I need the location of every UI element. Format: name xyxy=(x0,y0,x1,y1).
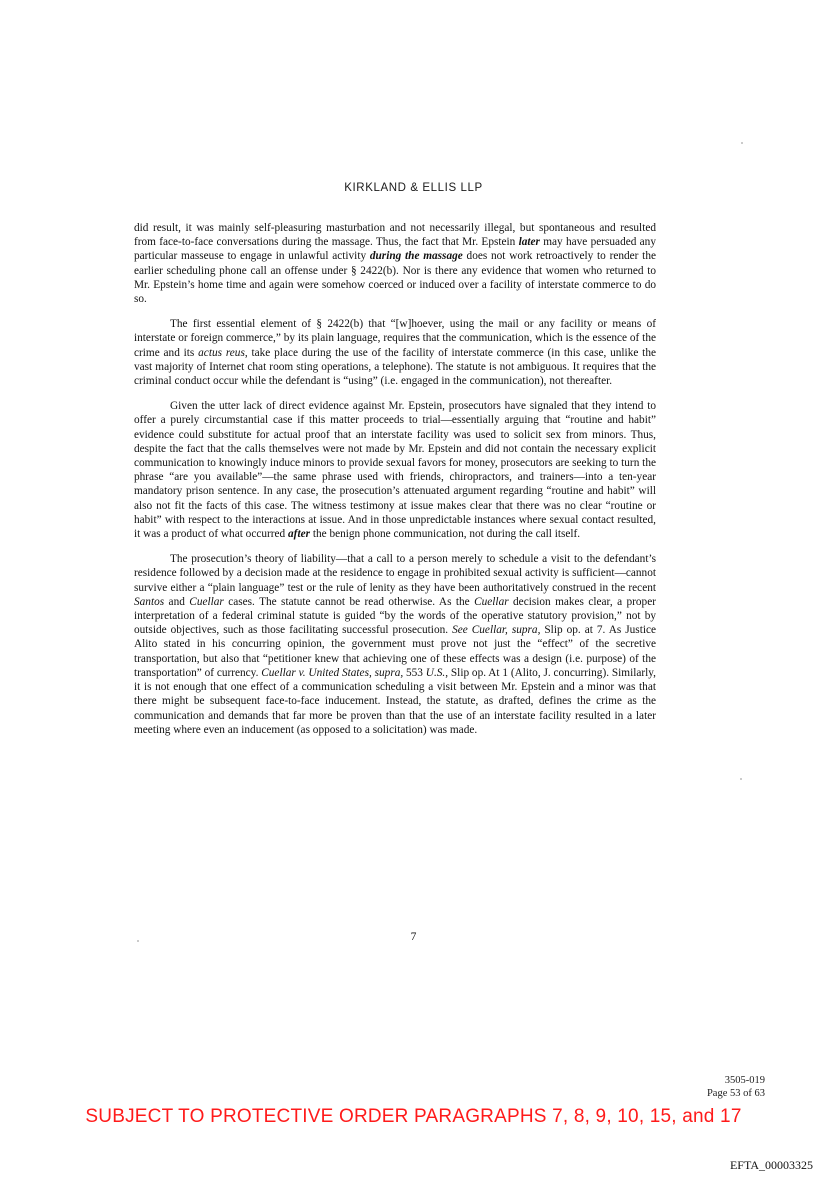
emphasized-text: later xyxy=(518,236,540,249)
emphasized-text: See Cuellar, supra, xyxy=(452,624,541,637)
emphasized-text: U.S. xyxy=(425,666,446,679)
paragraph-text: Slip op. at 7. As Justice Alito stated in his concurring opinion, the government must prove not just the “effect” of the secretive transportation, but also that “petitioner knew that achieving one of these effects was a design (i.e. purpose) of the transportation” of currency. xyxy=(134,624,657,679)
paragraph-text: and xyxy=(164,595,190,608)
page-number: 7 xyxy=(410,931,417,943)
body-paragraph xyxy=(134,399,656,541)
emphasized-text: after xyxy=(288,528,310,541)
paragraph-text: the benign phone communication, not during the call itself. xyxy=(310,528,581,541)
paragraph-text: Given the utter lack of direct evidence against Mr. Epstein, prosecutors have signaled that they intend to offer a purely circumstantial case if this matter proceeds to trial—essentially arguing that “routine and habit” evidence could substitute for actual proof that an interstate facility was used to solicit sex from minors. Thus, despite the fact that the calls themselves were not made by Mr. Epstein and did not contain the necessary explicit communication to knowingly induce minors to provide sexual favors for money, prosecutors are seeking to turn the phrase “are you available”—the same phrase used with friends, chiropractors, and trainers—into a ten-year mandatory prison sentence. In any case, the prosecution’s attenuated argument regarding “routine and habit” will also not fit the facts of this case. The witness testimony at issue makes clear that there was no clear “routine or habit” with respect to the interactions at issue. And in those unpredictable instances where sexual contact resulted, it was a product of what occurred xyxy=(134,400,656,541)
paragraph-text: does not work retroactively to render the earlier scheduling phone call an offense under § 2422(b). Nor is there any evidence that women who returned to Mr. Epstein’s home time and again were somehow coerced or induced over a facility of interstate commerce to do so. xyxy=(134,250,656,306)
protective-order-banner: SUBJECT TO PROTECTIVE ORDER PARAGRAPHS 7, 8, 9, 10, 15, and 17 xyxy=(85,1106,742,1127)
paragraph-text: The first essential element of § 2422(b) that “[w]hoever, using the mail or any facility or means of interstate or foreign commerce,” by its plain language, requires that the communication, which is the essence of the crime and its xyxy=(134,318,656,359)
body-paragraph xyxy=(134,221,656,306)
scan-speck xyxy=(740,778,742,780)
paragraph-text: The prosecution’s theory of liability—that a call to a person merely to schedule a visit to the defendant’s residence followed by a decision made at the residence to engage in prohibited sexual activity is sufficient—cannot survive either a “plain language” test or the rule of lenity as they have been authoritatively construed in the recent xyxy=(134,553,656,594)
emphasized-text: actus reus xyxy=(198,346,245,359)
emphasized-text: Cuellar v. United States, supra, xyxy=(261,666,404,679)
scan-speck xyxy=(137,940,139,942)
paragraph-text: may have persuaded any particular masseuse to engage in unlawful activity xyxy=(134,236,656,263)
emphasized-text: Cuellar xyxy=(474,595,509,608)
bates-number: EFTA_00003325 xyxy=(729,1158,813,1172)
document-reference xyxy=(707,1074,765,1100)
paragraph-text: cases. The statute cannot be read otherwise. As the xyxy=(223,595,475,608)
document-code: 3505-019 xyxy=(724,1075,765,1086)
emphasized-text: during the massage xyxy=(369,250,463,263)
paragraph-text: did result, it was mainly self-pleasuring masturbation and not necessarily illegal, but spontaneous and resulted from face-to-face conversations during the massage. Thus, the fact that Mr. Epstein xyxy=(134,222,656,249)
body-paragraph xyxy=(134,552,656,737)
emphasized-text: Santos xyxy=(134,595,165,608)
document-page-count: Page 53 of 63 xyxy=(706,1088,765,1099)
paragraph-text: , Slip op. At 1 (Alito, J. concurring). Similarly, it is not enough that one effect of a communication scheduling a visit between Mr. Epstein and a minor was that there might be subsequent face-to-face inducement. Instead, the statute, as drafted, defines the crime as the communication and demands that far more be proven than that the use of an interstate facility resulted in a later meeting where even an inducement (as opposed to a solicitation) was made. xyxy=(134,666,657,736)
scan-speck xyxy=(741,142,743,144)
paragraph-text: decision makes clear, a proper interpretation of a federal criminal statute is guided “by the words of the operative statutory provision,” not by outside objectives, such as those facilitating successful prosecution. xyxy=(134,595,656,637)
emphasized-text: Cuellar xyxy=(189,595,224,608)
paragraph-text: 553 xyxy=(403,666,426,679)
paragraph-text: , take place during the use of the facility of interstate commerce (in this case, unlike the vast majority of Internet chat room sting operations, a telephone). The statute is not ambiguous. It requires that the criminal conduct occur while the defendant is “using” (i.e. engaged in the communication), not thereafter. xyxy=(134,346,656,388)
letterhead-firm-name: KIRKLAND & ELLIS LLP xyxy=(344,182,483,194)
body-paragraph xyxy=(134,317,656,388)
letter-body xyxy=(134,221,656,748)
